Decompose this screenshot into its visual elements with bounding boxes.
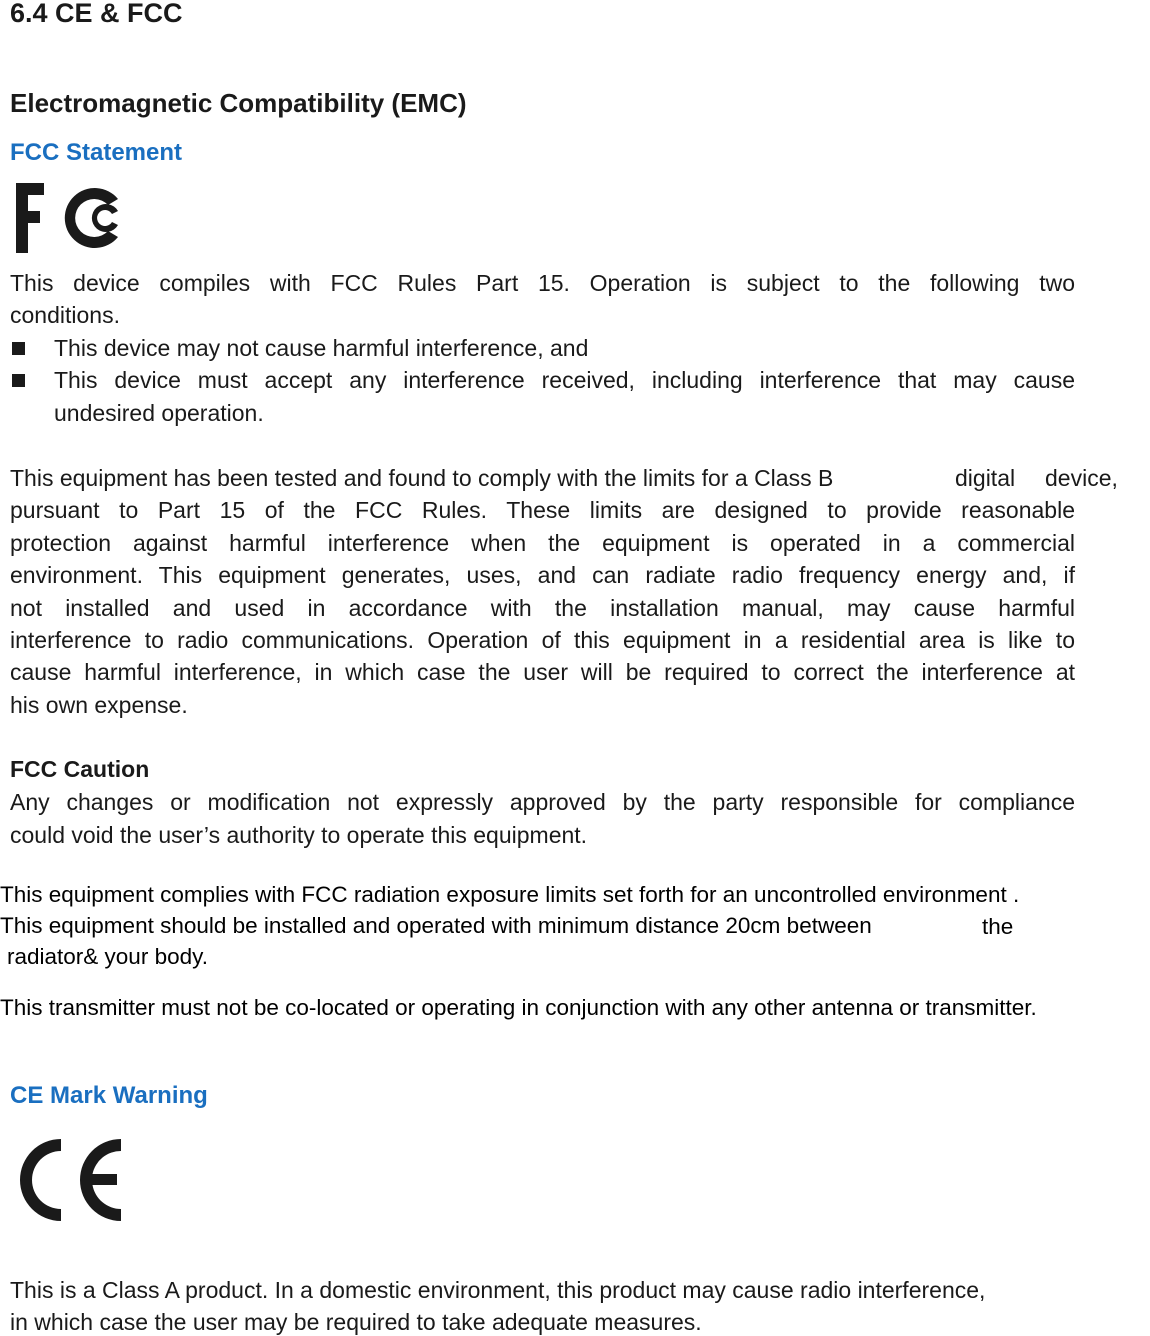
bullet-item-cont: undesired operation. [54, 400, 264, 426]
para2-line: environment. This equipment generates, uses, and can radiate radio frequency energy and, if [10, 562, 1075, 588]
bullet-item: This device must accept any interference received, including interference that may cause [54, 367, 1075, 393]
ce-line: in which case the user may be required to take adequate measures. [10, 1309, 702, 1335]
radiation-line: radiator& your body. [7, 944, 208, 969]
bullet-square-icon [12, 342, 25, 355]
para2-line: cause harmful interference, in which case the user will be required to correct the interference at [10, 659, 1075, 685]
ce-mark-heading: CE Mark Warning [10, 1082, 208, 1109]
fcc-caution-heading: FCC Caution [10, 756, 150, 782]
radiation-line: This equipment should be installed and operated with minimum distance 20cm between [0, 913, 872, 938]
fcc-statement-heading: FCC Statement [10, 139, 183, 166]
para2-line: pursuant to Part 15 of the FCC Rules. These limits are designed to provide reasonable [10, 497, 1075, 523]
para2-word: device, [1045, 465, 1118, 491]
para2-line: not installed and used in accordance with the installation manual, may cause harmful [10, 595, 1075, 621]
fcc-intro-line: This device compiles with FCC Rules Part 15. Operation is subject to the following two [10, 270, 1075, 296]
para2-word: digital [955, 465, 1016, 491]
bullet-item: This device may not cause harmful interference, and [54, 335, 589, 361]
section-title: 6.4 CE & FCC [10, 0, 183, 28]
bullet-square-icon [12, 374, 25, 387]
fcc-caution-line: Any changes or modification not expressly approved by the party responsible for compliance [10, 789, 1075, 815]
para2-line: This equipment has been tested and found to comply with the limits for a Class B [10, 465, 834, 491]
fcc-intro-line: conditions. [10, 302, 120, 328]
fcc-caution-line: could void the user’s authority to operate this equipment. [10, 822, 588, 848]
transmitter-line: This transmitter must not be co-located or operating in conjunction with any other antenna or transmitter. [0, 995, 1037, 1020]
radiation-word: the [982, 914, 1014, 939]
para2-line: his own expense. [10, 692, 188, 718]
fcc-logo-icon [14, 181, 124, 255]
para2-line: interference to radio communications. Operation of this equipment in a residential area is like to [10, 627, 1075, 653]
radiation-line: This equipment complies with FCC radiation exposure limits set forth for an uncontrolled environment . [0, 882, 1020, 907]
ce-logo-icon [15, 1137, 125, 1223]
emc-heading: Electromagnetic Compatibility (EMC) [10, 88, 467, 118]
para2-line: protection against harmful interference when the equipment is operated in a commercial [10, 530, 1075, 556]
ce-line: This is a Class A product. In a domestic environment, this product may cause radio interference, [10, 1277, 986, 1303]
